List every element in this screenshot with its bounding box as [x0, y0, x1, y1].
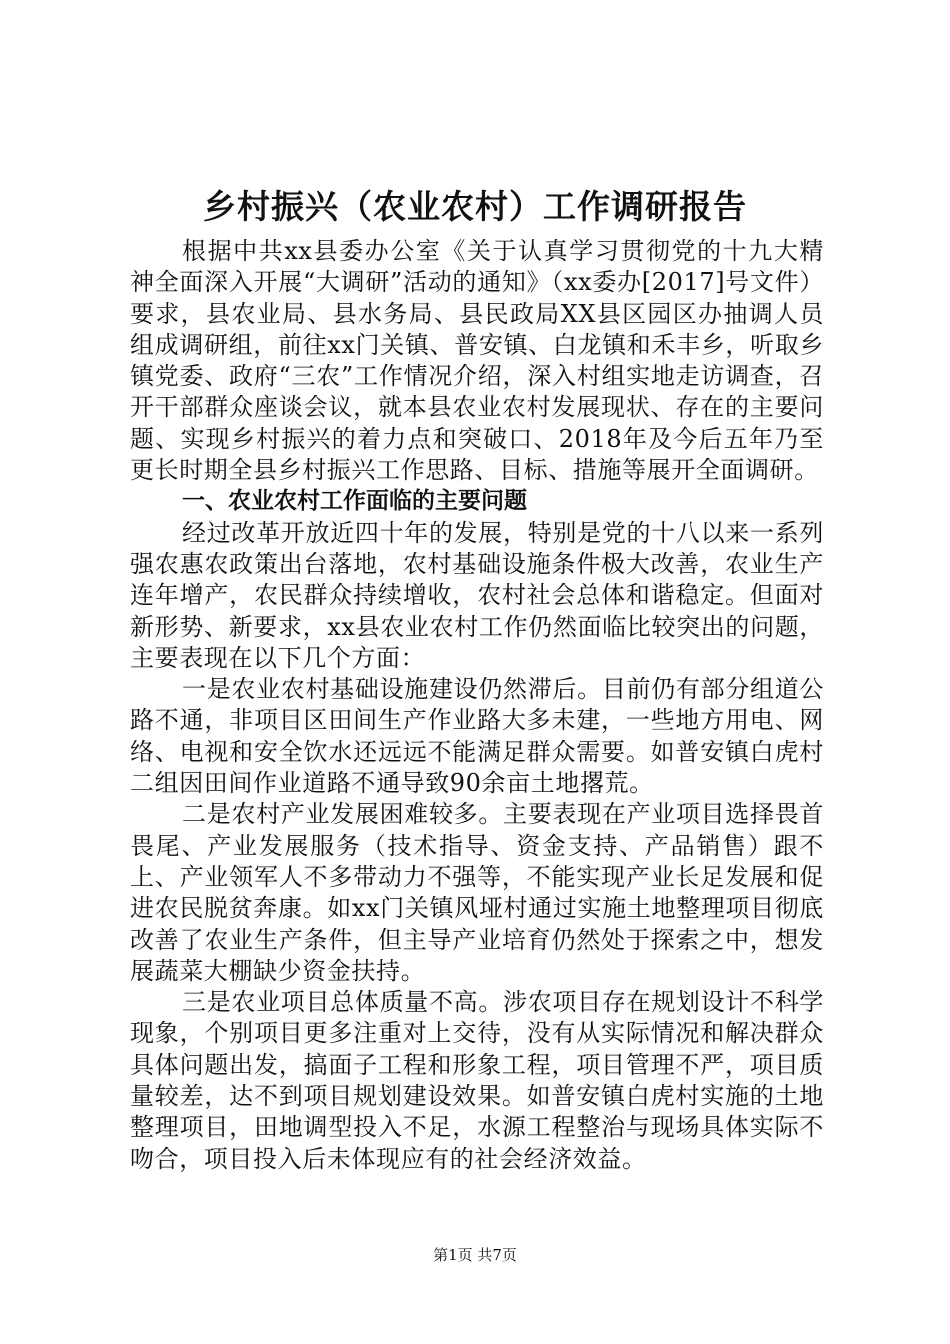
- section-paragraph-industry: 二是农村产业发展困难较多。主要表现在产业项目选择畏首畏尾、产业发展服务（技术指导、资金支持、产品销售）跟不上、产业领军人不多带动力不强等，不能实现产业长足发展和促进农民脱贫奔康。如xx门关镇风垭村通过实施土地整理项目彻底改善了农业生产条件，但主导产业培育仍然处于探索之中，想发展蔬菜大棚缺少资金扶持。: [130, 800, 824, 985]
- section-paragraph-overview: 经过改革开放近四十年的发展，特别是党的十八以来一系列强农惠农政策出台落地，农村基础设施条件极大改善，农业生产连年增产，农民群众持续增收，农村社会总体和谐稳定。但面对新形势、新要求，xx县农业农村工作仍然面临比较突出的问题，主要表现在以下几个方面：: [130, 518, 824, 672]
- page-footer: 第1页 共7页: [433, 1246, 517, 1264]
- intro-paragraph: 根据中共xx县委办公室《关于认真学习贯彻党的十九大精神全面深入开展“大调研”活动的通知》（xx委办[2017]号文件）要求，县农业局、县水务局、县民政局XX县区园区办抽调人员组成调研组，前往xx门关镇、普安镇、白龙镇和禾丰乡，听取乡镇党委、政府“三农”工作情况介绍，深入村组实地走访调查，召开干部群众座谈会议，就本县农业农村发展现状、存在的主要问题、实现乡村振兴的着力点和突破口、2018年及今后五年乃至更长时期全县乡村振兴工作思路、目标、措施等展开全面调研。: [130, 237, 824, 485]
- section-paragraph-project-quality: 三是农业项目总体质量不高。涉农项目存在规划设计不科学现象，个别项目更多注重对上交待，没有从实际情况和解决群众具体问题出发，搞面子工程和形象工程，项目管理不严，项目质量较差，达不到项目规划建设效果。如普安镇白虎村实施的土地整理项目，田地调型投入不足，水源工程整治与现场具体实际不吻合，项目投入后未体现应有的社会经济效益。: [130, 988, 824, 1173]
- section-heading: 一、农业农村工作面临的主要问题: [182, 488, 527, 515]
- section-paragraph-infrastructure: 一是农业农村基础设施建设仍然滞后。目前仍有部分组道公路不通，非项目区田间生产作业路大多未建，一些地方用电、网络、电视和安全饮水还远远不能满足群众需要。如普安镇白虎村二组因田间作业道路不通导致90余亩土地撂荒。: [130, 675, 824, 798]
- document-title: 乡村振兴（农业农村）工作调研报告: [203, 187, 747, 226]
- document-body: [130, 236, 824, 1175]
